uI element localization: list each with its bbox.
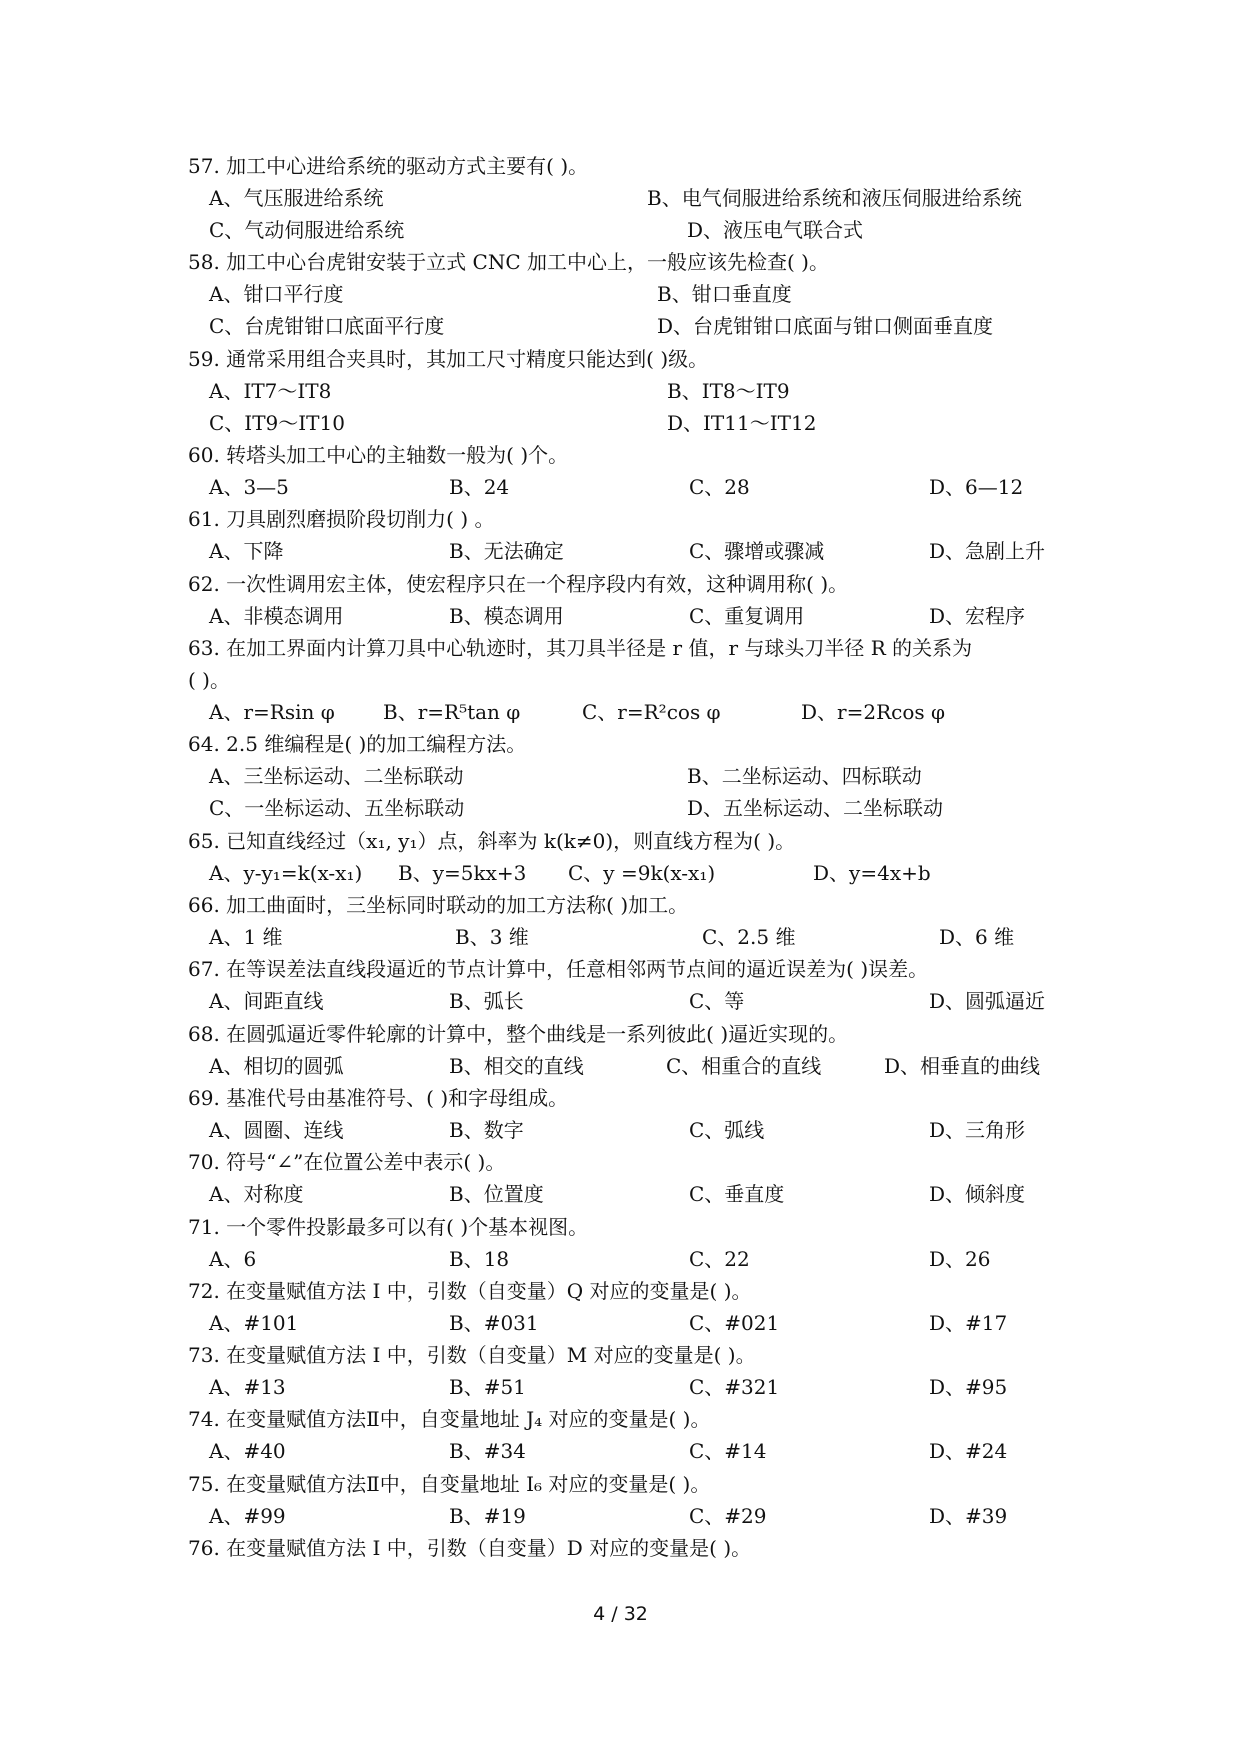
option: C、骤增或骤减 [689,539,825,563]
option: C、垂直度 [689,1182,785,1206]
option: B、y=5kx+3 [398,861,527,885]
option: B、#51 [449,1375,526,1399]
option: B、弧长 [449,989,524,1013]
option: B、模态调用 [449,604,564,628]
option: D、倾斜度 [929,1182,1026,1206]
option: B、24 [449,475,510,499]
question-67: 67. 在等误差法直线段逼近的节点计算中，任意相邻两节点间的逼近误差为( )误差。 [188,957,929,981]
option: D、y=4x+b [813,861,931,885]
option: A、y-y₁=k(x-x₁) [209,861,363,885]
option: C、#29 [689,1504,767,1528]
option: B、3 维 [455,925,529,949]
question-65: 65. 已知直线经过（x₁, y₁）点，斜率为 k(k≠0)，则直线方程为( )。 [188,829,796,853]
question-64: 64. 2.5 维编程是( )的加工编程方法。 [188,732,527,756]
option: A、#101 [209,1311,299,1335]
question-63-continued: ( )。 [188,668,230,692]
option: C、#14 [689,1439,767,1463]
option: B、相交的直线 [449,1054,584,1078]
option: C、重复调用 [689,604,805,628]
option: D、IT11～IT12 [667,411,817,435]
option: C、等 [689,989,745,1013]
option: D、#24 [929,1439,1008,1463]
option: A、下降 [209,539,284,563]
option: A、IT7～IT8 [209,379,332,403]
option: D、r=2Rcos φ [801,700,946,724]
option: C、y =9k(x-x₁) [568,861,716,885]
option: C、弧线 [689,1118,765,1142]
option: D、相垂直的曲线 [884,1054,1041,1078]
option: D、液压电气联合式 [687,218,864,242]
question-70: 70. 符号“∠”在位置公差中表示( )。 [188,1150,506,1174]
option: C、r=R²cos φ [582,700,721,724]
option: D、#39 [929,1504,1008,1528]
option: B、#34 [449,1439,526,1463]
option: B、18 [449,1247,510,1271]
option: B、电气伺服进给系统和液压伺服进给系统 [647,186,1022,210]
option: D、台虎钳钳口底面与钳口侧面垂直度 [657,314,994,338]
question-74: 74. 在变量赋值方法Ⅱ中，自变量地址 J₄ 对应的变量是( )。 [188,1407,711,1431]
option: A、圆圈、连线 [209,1118,344,1142]
option: D、6—12 [929,475,1024,499]
option: A、钳口平行度 [209,282,344,306]
option: A、三坐标运动、二坐标联动 [209,764,464,788]
option: A、6 [209,1247,257,1271]
option: D、宏程序 [929,604,1026,628]
option: C、IT9～IT10 [209,411,345,435]
question-76: 76. 在变量赋值方法 I 中，引数（自变量）D 对应的变量是( )。 [188,1536,752,1560]
question-73: 73. 在变量赋值方法 I 中，引数（自变量）M 对应的变量是( )。 [188,1343,756,1367]
question-75: 75. 在变量赋值方法Ⅱ中，自变量地址 I₆ 对应的变量是( )。 [188,1472,711,1496]
option: A、#99 [209,1504,286,1528]
question-72: 72. 在变量赋值方法 I 中，引数（自变量）Q 对应的变量是( )。 [188,1279,752,1303]
option: A、相切的圆弧 [209,1054,344,1078]
option: D、五坐标运动、二坐标联动 [687,796,944,820]
option: A、r=Rsin φ [209,700,335,724]
option: A、气压服进给系统 [209,186,384,210]
question-66: 66. 加工曲面时，三坐标同时联动的加工方法称( )加工。 [188,893,689,917]
question-62: 62. 一次性调用宏主体，使宏程序只在一个程序段内有效，这种调用称( )。 [188,572,849,596]
option: A、1 维 [209,925,283,949]
question-60: 60. 转塔头加工中心的主轴数一般为( )个。 [188,443,569,467]
option: C、#321 [689,1375,780,1399]
option: C、气动伺服进给系统 [209,218,405,242]
option: D、6 维 [939,925,1015,949]
option: A、间距直线 [209,989,324,1013]
option: B、钳口垂直度 [657,282,792,306]
option: B、r=R⁵tan φ [383,700,521,724]
question-71: 71. 一个零件投影最多可以有( )个基本视图。 [188,1215,589,1239]
option: D、#95 [929,1375,1008,1399]
option: C、22 [689,1247,750,1271]
option: A、非模态调用 [209,604,344,628]
question-57: 57. 加工中心进给系统的驱动方式主要有( )。 [188,154,589,178]
option: C、2.5 维 [702,925,796,949]
option: B、#031 [449,1311,539,1335]
option: A、3—5 [209,475,289,499]
option: A、#13 [209,1375,286,1399]
option: B、位置度 [449,1182,544,1206]
option: C、相重合的直线 [666,1054,822,1078]
option: D、圆弧逼近 [929,989,1046,1013]
question-59: 59. 通常采用组合夹具时，其加工尺寸精度只能达到( )级。 [188,347,709,371]
page-number: 4 / 32 [593,1603,648,1625]
option: D、26 [929,1247,991,1271]
question-68: 68. 在圆弧逼近零件轮廓的计算中，整个曲线是一系列彼此( )逼近实现的。 [188,1022,849,1046]
option: B、IT8～IT9 [667,379,790,403]
option: C、28 [689,475,750,499]
option: B、#19 [449,1504,526,1528]
question-58: 58. 加工中心台虎钳安装于立式 CNC 加工中心上，一般应该先检查( )。 [188,250,829,274]
option: D、#17 [929,1311,1008,1335]
question-63: 63. 在加工界面内计算刀具中心轨迹时，其刀具半径是 r 值，r 与球头刀半径 R 的关系为 [188,636,973,660]
option: C、一坐标运动、五坐标联动 [209,796,465,820]
option: A、#40 [209,1439,286,1463]
question-61: 61. 刀具剧烈磨损阶段切削力( ) 。 [188,507,495,531]
option: C、#021 [689,1311,780,1335]
option: B、无法确定 [449,539,564,563]
option: A、对称度 [209,1182,304,1206]
option: D、急剧上升 [929,539,1046,563]
option: D、三角形 [929,1118,1026,1142]
option: C、台虎钳钳口底面平行度 [209,314,445,338]
option: B、二坐标运动、四标联动 [687,764,922,788]
question-69: 69. 基准代号由基准符号、( )和字母组成。 [188,1086,569,1110]
option: B、数字 [449,1118,524,1142]
